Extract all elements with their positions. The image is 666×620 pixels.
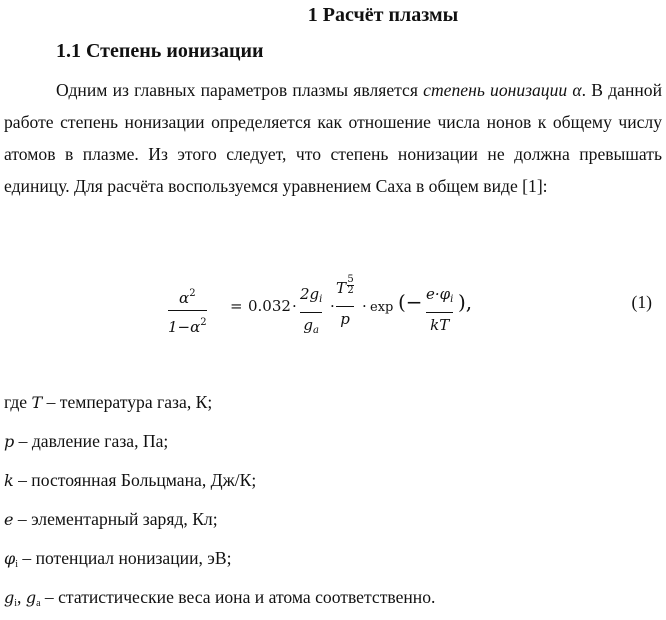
definition-symbol: e [4, 510, 14, 529]
g-denominator: g [303, 316, 313, 334]
heading-level-2: 1.1 Степень ионизации [56, 40, 264, 62]
t-denominator: p [340, 310, 350, 328]
definition-text: – статистические веса иона и атома соответственно. [40, 587, 436, 607]
g-denominator-sub: a [313, 325, 319, 336]
paragraph-text-before: Одним из главных параметров плазмы является [56, 80, 424, 100]
definition-text: – потенциал нонизации, эВ; [17, 548, 232, 568]
equation-number: (1) [631, 292, 652, 312]
definition-item [4, 542, 435, 581]
definition-text: – элементарный заряд, Кл; [13, 509, 218, 529]
fraction-bar [168, 310, 207, 311]
definition-symbol: g [4, 588, 15, 607]
lhs-denominator-exp: 2 [200, 317, 207, 328]
definition-item [4, 425, 435, 464]
fraction-bar [336, 306, 354, 307]
heading-level-1: 1 Расчёт плазмы [307, 4, 459, 26]
definitions-list [4, 386, 435, 620]
g-numerator: 2g [300, 285, 320, 303]
definition-item [4, 464, 435, 503]
t-numerator: T [336, 279, 347, 297]
fraction-e [426, 284, 453, 335]
lhs-numerator-exp: 2 [189, 288, 196, 299]
definition-text: – давление газа, Па; [14, 431, 169, 451]
definition-symbol: k [4, 471, 14, 490]
exp-function: exp [370, 300, 394, 315]
paragraph-text-after: . В данной работе степень нонизации определяется как отношение числа нонов к общему числу атомов в плазме. Из этого следует, что степень нонизации не должна превышать единицу. Для расчёта воспользуемся уравнением Саха в общем виде [1]: [4, 80, 663, 196]
definition-separator: , [17, 587, 26, 607]
definition-symbol: p [4, 432, 15, 451]
definition-symbol-sub: i [14, 598, 18, 609]
fraction-bar [300, 312, 322, 313]
definition-symbol: T [31, 393, 43, 412]
fraction-t [336, 272, 354, 329]
paragraph-term: степень ионизации α [423, 80, 582, 100]
definition-symbol-2: g [25, 588, 37, 607]
definition-item [4, 503, 435, 542]
definition-symbol: φ [4, 549, 16, 568]
g-numerator-sub: i [319, 294, 323, 305]
definition-prefix: где [4, 392, 32, 412]
close-paren: ), [458, 290, 473, 314]
equals-sign: = [230, 297, 243, 315]
multiply-dot: · [362, 297, 367, 315]
definition-text: – температура газа, К; [42, 392, 213, 412]
multiply-dot: · [330, 297, 335, 315]
definition-symbol-sub: i [15, 559, 18, 570]
definition-text: – постоянная Больцмана, Дж/К; [13, 470, 257, 490]
fraction-bar [426, 312, 453, 313]
multiply-dot: · [292, 297, 297, 315]
intro-paragraph [4, 74, 662, 202]
definition-item [4, 581, 435, 620]
fraction-g [300, 284, 322, 341]
t-exponent: $\frac{5}{2}$ [347, 274, 354, 296]
coefficient: 0.032 [248, 297, 291, 315]
definition-symbol-2-sub: a [36, 598, 41, 609]
lhs-denominator: 1−α [168, 318, 201, 336]
lhs-numerator: α [179, 289, 190, 307]
e-numerator-sub: i [450, 294, 454, 305]
fraction-lhs [168, 284, 207, 337]
e-denominator: kT [430, 316, 450, 334]
definition-item [4, 386, 435, 425]
open-paren: (− [398, 290, 423, 314]
e-numerator: e·φ [426, 285, 451, 303]
